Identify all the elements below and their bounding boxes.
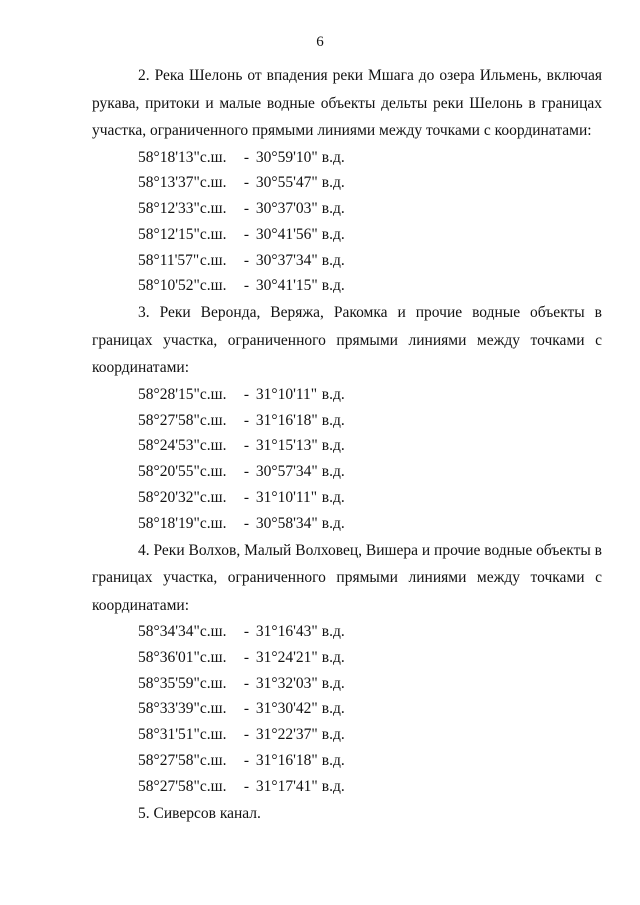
section-3 <box>92 299 602 536</box>
separator: - <box>243 411 250 429</box>
latitude: 58°11'57" <box>138 251 200 269</box>
longitude-suffix: в.д. <box>321 700 345 718</box>
separator: - <box>243 674 250 692</box>
section-number: 4. <box>138 541 150 559</box>
longitude: 31°30'42" <box>255 700 318 718</box>
coordinate-list <box>92 619 602 800</box>
longitude-suffix: в.д. <box>321 385 345 403</box>
separator: - <box>243 174 250 192</box>
longitude: 30°57'34" <box>255 463 318 481</box>
longitude: 31°24'21" <box>255 648 318 666</box>
longitude: 31°16'18" <box>255 411 318 429</box>
longitude: 31°10'11" <box>255 385 318 403</box>
latitude-suffix: с.ш. <box>199 463 227 481</box>
separator: - <box>243 648 250 666</box>
separator: - <box>243 726 250 744</box>
coordinate-row <box>92 748 602 774</box>
longitude-suffix: в.д. <box>321 148 345 166</box>
separator: - <box>243 700 250 718</box>
coordinate-row <box>92 248 602 274</box>
latitude-suffix: с.ш. <box>199 514 227 532</box>
latitude: 58°28'15" <box>138 385 200 403</box>
latitude-suffix: с.ш. <box>199 674 227 692</box>
coordinate-row <box>92 511 602 537</box>
longitude-suffix: в.д. <box>321 463 345 481</box>
longitude-suffix: в.д. <box>321 623 345 641</box>
coordinate-row <box>92 408 602 434</box>
longitude: 30°55'47" <box>255 174 318 192</box>
latitude: 58°34'34" <box>138 623 200 641</box>
latitude-suffix: с.ш. <box>199 148 227 166</box>
latitude-suffix: с.ш. <box>199 411 227 429</box>
latitude: 58°24'53" <box>138 437 200 455</box>
longitude: 31°16'18" <box>255 752 318 770</box>
coordinate-row <box>92 722 602 748</box>
separator: - <box>243 385 250 403</box>
latitude: 58°27'58" <box>138 777 200 795</box>
separator: - <box>243 463 250 481</box>
longitude-suffix: в.д. <box>321 437 345 455</box>
separator: - <box>243 200 250 218</box>
latitude: 58°36'01" <box>138 648 200 666</box>
separator: - <box>243 437 250 455</box>
section-text: Сиверсов канал. <box>153 804 261 822</box>
latitude-suffix: с.ш. <box>199 200 227 218</box>
longitude-suffix: в.д. <box>321 200 345 218</box>
separator: - <box>243 488 250 506</box>
longitude-suffix: в.д. <box>321 648 345 666</box>
longitude: 30°41'15" <box>255 277 318 295</box>
latitude-suffix: с.ш. <box>199 385 227 403</box>
separator: - <box>243 251 250 269</box>
coordinate-row <box>92 671 602 697</box>
section-paragraph <box>92 800 602 828</box>
section-2 <box>92 62 602 299</box>
coordinate-row <box>92 696 602 722</box>
section-text: Река Шелонь от впадения реки Мшага до озера Ильмень, включая рукава, притоки и малые водные объекты дельты реки Шелонь в границах участка, ограниченного прямыми линиями между точками с координатами: <box>92 67 602 139</box>
separator: - <box>243 777 250 795</box>
latitude: 58°33'39" <box>138 700 200 718</box>
longitude: 31°22'37" <box>255 726 318 744</box>
longitude: 31°32'03" <box>255 674 318 692</box>
longitude: 30°41'56" <box>255 225 318 243</box>
longitude-suffix: в.д. <box>321 726 345 744</box>
separator: - <box>243 752 250 770</box>
latitude: 58°20'32" <box>138 488 200 506</box>
coordinate-row <box>92 433 602 459</box>
latitude: 58°27'58" <box>138 411 200 429</box>
longitude: 31°10'11" <box>255 488 318 506</box>
latitude-suffix: с.ш. <box>199 752 227 770</box>
latitude: 58°18'13" <box>138 148 200 166</box>
latitude-suffix: с.ш. <box>199 225 227 243</box>
longitude-suffix: в.д. <box>321 277 345 295</box>
coordinate-row <box>92 170 602 196</box>
latitude: 58°12'33" <box>138 200 200 218</box>
separator: - <box>243 623 250 641</box>
section-number: 2. <box>138 67 150 84</box>
longitude: 31°17'41" <box>255 777 318 795</box>
longitude-suffix: в.д. <box>321 777 345 795</box>
section-5 <box>92 800 602 828</box>
longitude-suffix: в.д. <box>321 514 345 532</box>
document-body <box>92 62 602 827</box>
coordinate-row <box>92 485 602 511</box>
longitude: 30°37'03" <box>255 200 318 218</box>
section-paragraph <box>92 537 602 620</box>
longitude: 31°16'43" <box>255 623 318 641</box>
latitude-suffix: с.ш. <box>199 648 227 666</box>
coordinate-row <box>92 196 602 222</box>
latitude: 58°18'19" <box>138 514 200 532</box>
section-text: Реки Веронда, Веряжа, Ракомка и прочие водные объекты в границах участка, ограниченного прямыми линиями между точками с координатами: <box>92 304 602 377</box>
latitude-suffix: с.ш. <box>199 726 227 744</box>
longitude-suffix: в.д. <box>321 411 345 429</box>
separator: - <box>243 148 250 166</box>
latitude: 58°31'51" <box>138 726 200 744</box>
latitude-suffix: с.ш. <box>199 251 227 269</box>
latitude-suffix: с.ш. <box>199 700 227 718</box>
latitude-suffix: с.ш. <box>199 623 227 641</box>
page-number: 6 <box>316 34 324 50</box>
latitude: 58°20'55" <box>138 463 200 481</box>
longitude: 30°58'34" <box>255 514 318 532</box>
latitude-suffix: с.ш. <box>199 437 227 455</box>
coordinate-row <box>92 145 602 171</box>
coordinate-row <box>92 774 602 800</box>
separator: - <box>243 514 250 532</box>
coordinate-list <box>92 145 602 300</box>
section-paragraph <box>92 299 602 382</box>
longitude-suffix: в.д. <box>321 174 345 192</box>
section-number: 3. <box>138 304 150 322</box>
longitude-suffix: в.д. <box>321 674 345 692</box>
latitude: 58°10'52" <box>138 277 200 295</box>
section-4 <box>92 537 602 800</box>
separator: - <box>243 277 250 295</box>
coordinate-row <box>92 382 602 408</box>
longitude-suffix: в.д. <box>321 488 345 506</box>
latitude-suffix: с.ш. <box>199 174 227 192</box>
longitude: 30°37'34" <box>255 251 318 269</box>
longitude: 31°15'13" <box>255 437 318 455</box>
latitude: 58°35'59" <box>138 674 200 692</box>
latitude-suffix: с.ш. <box>199 488 227 506</box>
coordinate-list <box>92 382 602 537</box>
separator: - <box>243 225 250 243</box>
longitude-suffix: в.д. <box>321 251 345 269</box>
longitude-suffix: в.д. <box>321 752 345 770</box>
latitude-suffix: с.ш. <box>199 777 227 795</box>
section-paragraph <box>92 62 602 145</box>
coordinate-row <box>92 645 602 671</box>
latitude-suffix: с.ш. <box>199 277 227 295</box>
section-text: Реки Волхов, Малый Волховец, Вишера и прочие водные объекты в границах участка, ограниченного прямыми линиями между точками с координатами: <box>92 541 603 614</box>
latitude: 58°13'37" <box>138 174 200 192</box>
latitude: 58°27'58" <box>138 752 200 770</box>
coordinate-row <box>92 619 602 645</box>
coordinate-row <box>92 222 602 248</box>
longitude: 30°59'10" <box>255 148 318 166</box>
longitude-suffix: в.д. <box>321 225 345 243</box>
coordinate-row <box>92 459 602 485</box>
section-number: 5. <box>138 804 150 822</box>
latitude: 58°12'15" <box>138 225 200 243</box>
coordinate-row <box>92 273 602 299</box>
